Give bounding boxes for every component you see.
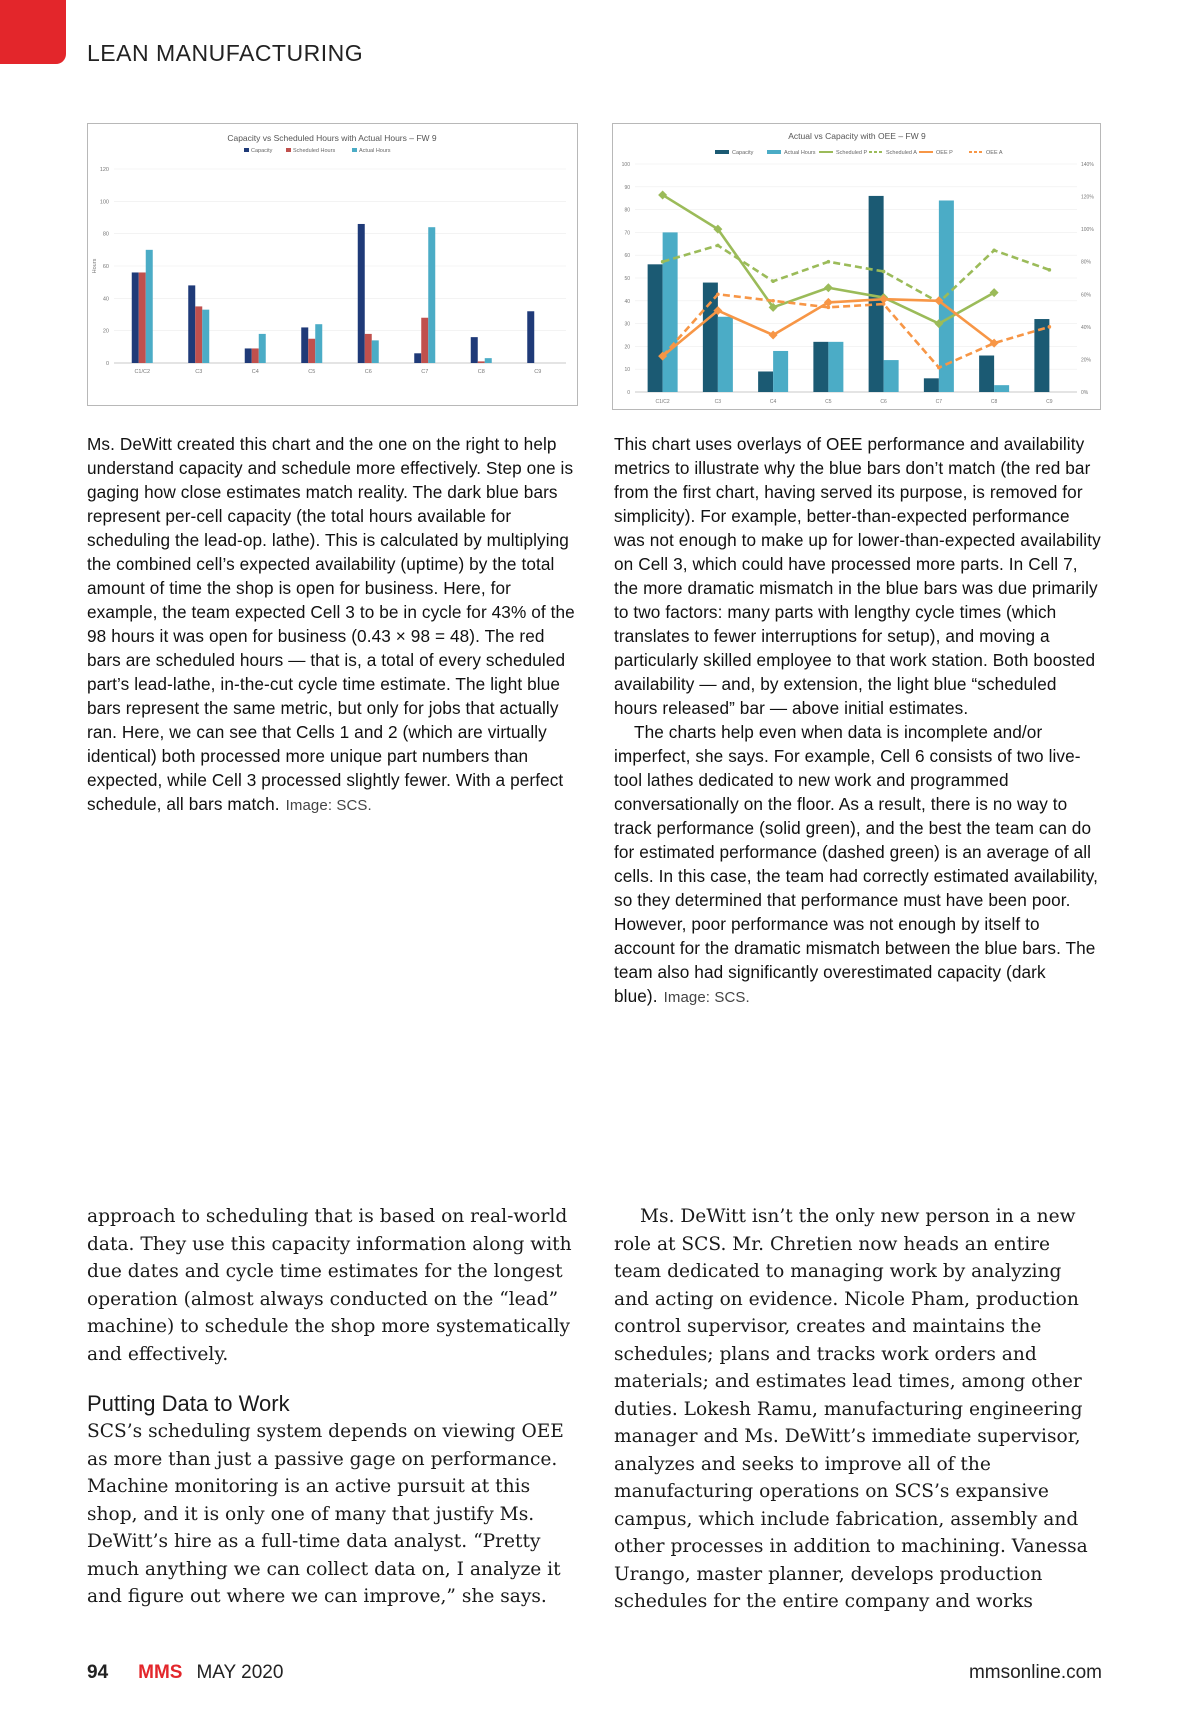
chart-title: Capacity vs Scheduled Hours with Actual Hours – FW 9 <box>227 133 437 143</box>
bar <box>195 306 202 363</box>
caption-right-paragraph-1: This chart uses overlays of OEE performance and availability metrics to illustrate why the blue bars don’t match (the red bar from the first chart, having served its purpose, is removed for simplicity). For example, better-than-expected performance was not enough to make up for lower-than-expected availability on Cell 3, which could have processed more parts. In Cell 7, the more dramatic mismatch in the blue bars was due primarily to two factors: many parts with lengthy cycle times (which translates to fewer interruptions for setup), and moving a particularly skilled employee to that work station. Both boosted availability — and, by extension, the light blue “scheduled hours released” bar — above initial estimates. <box>614 434 1101 718</box>
line-marker <box>827 260 831 264</box>
brand-logo: MMS <box>138 1662 183 1683</box>
section-title: LEAN MANUFACTURING <box>87 40 364 66</box>
body-column-left <box>87 1203 577 1611</box>
legend-swatch <box>352 148 357 152</box>
bar <box>146 250 153 363</box>
x-tick-label: C1/C2 <box>134 369 151 375</box>
line-marker <box>716 244 720 248</box>
bar <box>372 340 379 363</box>
image-credit: Image: SCS. <box>285 797 372 814</box>
subhead: Putting Data to Work <box>87 1391 290 1416</box>
bar <box>421 318 428 363</box>
caption-right <box>614 432 1104 1010</box>
caption-left-text: Ms. DeWitt created this chart and the one on the right to help understand capacity and schedule more effectively. Step one is gaging how close estimates match reality. The dark blue bars represent per-cell capacity (the total hours available for scheduling the lead-op. lathe). This is calculated by multiplying the combined cell’s expected availability (uptime) by the total amount of time the shop is open for business. Here, for example, the team expected Cell 3 to be in cycle for 43% of the 98 hours it was open for business (0.43 × 98 = 48). The red bars are scheduled hours — that is, a total of every scheduled part’s lead-lathe, in-the-cut cycle time estimate. The light blue bars represent the same metric, but only for jobs that actually ran. Here, we can see that Cells 1 and 2 (which are virtually identical) both processed more unique part numbers than expected, while Cell 3 processed slightly fewer. With a perfect schedule, all bars match. <box>87 434 575 814</box>
line-marker <box>661 354 665 358</box>
image-credit: Image: SCS. <box>663 989 750 1006</box>
body-paragraph: SCS’s scheduling system depends on viewing OEE as more than just a passive gage on performance. Machine monitoring is an active pursuit at this shop, and it is only one of many that justify Ms. DeWitt’s hire as a full-time data analyst. “Pretty much anything we can collect data on, I analyze it and figure out where we can improve,” she says. <box>87 1421 564 1607</box>
legend-swatch <box>286 148 291 152</box>
y-tick-label: 40 <box>624 298 630 305</box>
x-tick-label: C4 <box>769 399 777 405</box>
y-tick-label: 0 <box>627 390 630 396</box>
legend-label: Actual Hours <box>359 148 391 154</box>
bar <box>979 356 994 392</box>
line-marker <box>1048 325 1052 329</box>
bar <box>758 371 773 392</box>
line-marker <box>661 260 665 264</box>
x-tick-label: C6 <box>880 399 887 405</box>
bar <box>428 227 435 363</box>
y-tick-label: 40 <box>102 296 109 303</box>
x-tick-label: C5 <box>308 369 316 375</box>
y-tick-label: 30 <box>624 321 630 328</box>
y-tick-label: 10 <box>624 367 630 374</box>
y-tick-label: 90 <box>624 184 630 191</box>
y2-tick-label: 60% <box>1081 292 1092 299</box>
y2-tick-label: 140% <box>1081 162 1094 168</box>
x-tick-label: C1/C2 <box>655 399 670 405</box>
x-tick-label: C8 <box>990 399 998 405</box>
y-tick-label: 80 <box>102 231 109 238</box>
line-marker <box>1048 268 1052 272</box>
bar <box>252 348 259 363</box>
body-paragraph: approach to scheduling that is based on real-world data. They use this capacity information along with due dates and cycle time estimates for the longest operation (almost always conducted on the “lead” machine) to schedule the shop more systematically and effectively. <box>87 1206 572 1365</box>
bar <box>485 358 492 363</box>
bar <box>245 348 252 363</box>
legend-swatch <box>244 148 249 152</box>
bar <box>663 232 678 392</box>
bar <box>315 324 322 363</box>
x-tick-label: C3 <box>714 399 722 405</box>
bar <box>648 264 663 392</box>
website: mmsonline.com <box>968 1662 1102 1683</box>
caption-right-paragraph-2: The charts help even when data is incomplete and/or imperfect, she says. For example, Cell 6 consists of two live-tool lathes dedicated to new work and programmed conversationally on the floor. As a result, there is no way to track performance (solid green), and the best the team can do for estimated performance (dashed green) is an average of all cells. In this case, the team had correctly estimated availability, so they determined that performance must have been poor. However, poor performance was not enough by itself to account for the dramatic mismatch between the blue bars. The team also had significantly overestimated capacity (dark blue). <box>614 722 1099 1006</box>
x-tick-label: C6 <box>364 369 372 375</box>
y2-tick-label: 40% <box>1081 324 1092 331</box>
footer-left <box>87 1662 283 1684</box>
chart-capacity-vs-scheduled-svg <box>88 124 577 405</box>
line-marker <box>992 341 996 345</box>
y-tick-label: 20 <box>624 344 630 351</box>
line-marker <box>992 249 996 253</box>
bar <box>813 342 828 392</box>
legend-label: Actual Hours <box>784 150 816 156</box>
bar <box>414 353 421 363</box>
legend-label: OEE P <box>936 150 953 156</box>
y-tick-label: 120 <box>99 167 109 173</box>
y2-tick-label: 80% <box>1081 259 1092 266</box>
line-marker <box>824 283 833 292</box>
bar <box>139 272 146 363</box>
bar <box>527 311 534 363</box>
bar <box>365 334 372 363</box>
y-axis-label: Hours <box>92 258 98 274</box>
x-tick-label: C9 <box>1046 399 1053 405</box>
line-marker <box>771 279 775 283</box>
line-marker <box>882 270 886 274</box>
line-marker <box>771 299 775 303</box>
bar <box>869 196 884 392</box>
y-tick-label: 60 <box>102 264 109 270</box>
legend-label: Scheduled P <box>836 150 868 156</box>
legend-label: Scheduled A <box>886 150 917 156</box>
bar <box>188 285 195 363</box>
y-tick-label: 20 <box>102 328 109 335</box>
y2-tick-label: 100% <box>1081 227 1094 234</box>
bar <box>478 361 485 363</box>
bar <box>994 385 1009 392</box>
x-tick-label: C7 <box>421 369 429 375</box>
legend-label: Scheduled Hours <box>293 148 336 154</box>
body-paragraph: Ms. DeWitt isn’t the only new person in a new role at SCS. Mr. Chretien now heads an entire team dedicated to managing work by analyzing and acting on evidence. Nicole Pham, production control supervisor, creates and maintains the schedules; plans and tracks work orders and materials; and estimates lead times, among other duties. Lokesh Ramu, manufacturing engineering manager and Ms. DeWitt’s immediate supervisor, analyzes and seeks to improve all of the manufacturing operations on SCS’s expansive campus, which include fabrication, assembly and other processes in addition to machining. Vanessa Urango, master planner, develops production schedules for the entire company and works <box>614 1206 1088 1612</box>
line-marker <box>882 302 886 306</box>
body-column-right <box>614 1203 1102 1616</box>
bar <box>358 224 365 363</box>
bar <box>259 334 266 363</box>
x-tick-label: C8 <box>477 369 485 375</box>
bar <box>718 317 733 392</box>
issue-date: MAY 2020 <box>196 1662 284 1683</box>
x-tick-label: C3 <box>195 369 203 375</box>
x-tick-label: C4 <box>251 369 259 375</box>
chart-actual-vs-capacity-oee-svg <box>613 124 1100 409</box>
bar <box>884 360 899 392</box>
caption-left <box>87 432 577 818</box>
legend-label: Capacity <box>251 148 273 154</box>
legend-label: Capacity <box>732 150 754 156</box>
y-tick-label: 80 <box>624 207 630 214</box>
x-tick-label: C5 <box>825 399 832 405</box>
y-tick-label: 70 <box>624 230 630 237</box>
line-marker <box>827 306 831 310</box>
x-tick-label: C7 <box>935 399 943 405</box>
y2-tick-label: 120% <box>1081 194 1094 201</box>
bar <box>308 339 315 363</box>
y2-tick-label: 0% <box>1081 390 1089 396</box>
chart-capacity-vs-scheduled <box>87 123 578 406</box>
bar <box>703 283 718 392</box>
line-marker <box>716 292 720 296</box>
bar <box>301 327 308 363</box>
legend-swatch <box>767 150 781 154</box>
legend-swatch <box>715 150 729 154</box>
chart-actual-vs-capacity-oee <box>612 123 1101 410</box>
chart-title: Actual vs Capacity with OEE – FW 9 <box>788 131 926 141</box>
bar <box>132 272 139 363</box>
line-marker <box>937 366 941 370</box>
page-number: 94 <box>87 1662 109 1683</box>
y-tick-label: 50 <box>624 276 630 282</box>
y-tick-label: 100 <box>621 162 630 168</box>
bar <box>924 378 939 392</box>
y-tick-label: 0 <box>105 361 109 367</box>
bar <box>471 337 478 363</box>
bar <box>202 310 209 363</box>
y-tick-label: 100 <box>99 199 109 206</box>
y-tick-label: 60 <box>624 253 630 260</box>
bar <box>828 342 843 392</box>
y2-tick-label: 20% <box>1081 357 1092 364</box>
legend-label: OEE A <box>986 150 1003 156</box>
x-tick-label: C9 <box>534 369 542 375</box>
corner-tab <box>0 0 66 64</box>
bar <box>773 351 788 392</box>
